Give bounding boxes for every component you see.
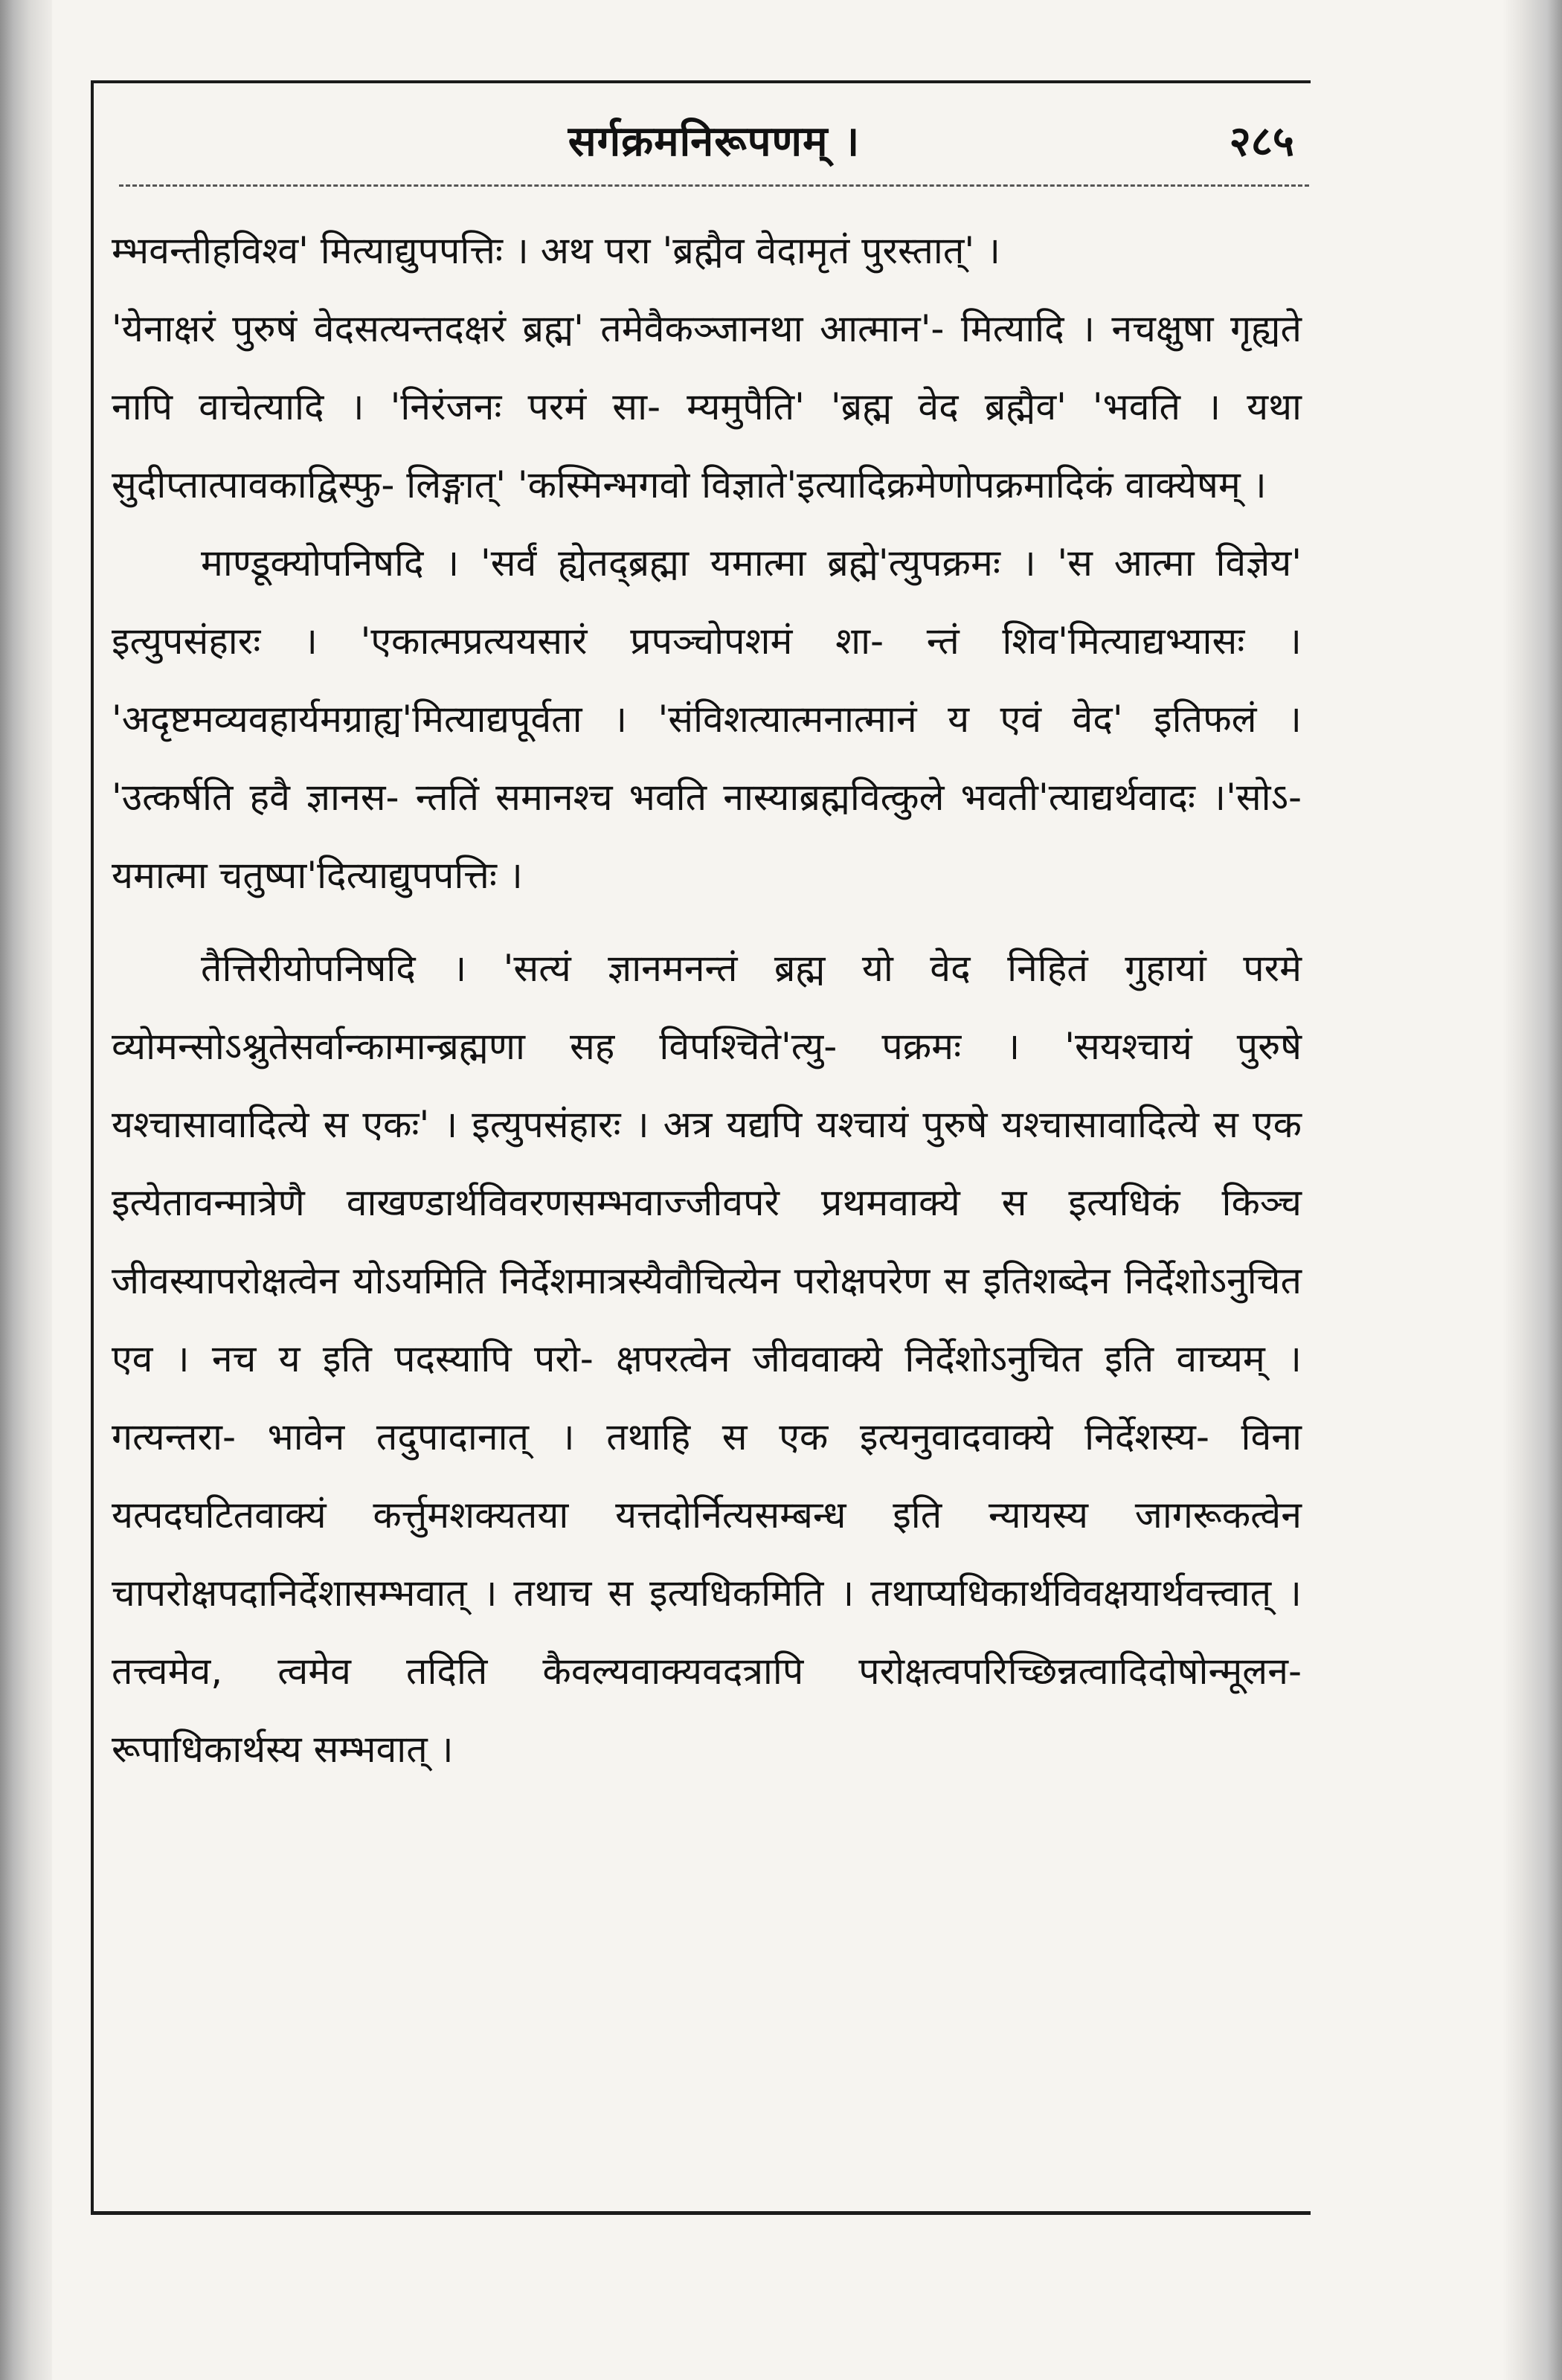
body-text [112,212,1302,1789]
binding-shadow-left [0,0,52,2380]
binding-shadow-right [1502,0,1562,2380]
page-header [112,104,1317,171]
paragraph: तैत्तिरीयोपनिषदि । 'सत्यं ज्ञानमनन्तं ब्रह्म यो वेद निहितं गुहायां परमे व्योमन्सोऽश्नुतेसर्वान्कामान्ब्रह्मणा सह विपश्चिते'त्यु- पक्रमः । 'सयश्चायं पुरुषे यश्चासावादित्ये स एकः' । इत्युपसंहारः । अत्र यद्यपि यश्चायं पुरुषे यश्चासावादित्ये स एक इत्येतावन्मात्रेणै वाखण्डार्थविवरणसम्भवाज्जीवपरे प्रथमवाक्ये स इत्यधिकं किञ्च जीवस्यापरोक्षत्वेन योऽयमिति निर्देशमात्रस्यैवौचित्येन परोक्षपरेण स इतिशब्देन निर्देशोऽनुचित एव । नच य इति पदस्यापि परो- क्षपरत्वेन जीववाक्ये निर्देशोऽनुचित इति वाच्यम् । गत्यन्तरा- भावेन तदुपादानात् । तथाहि स एक इत्यनुवादवाक्ये निर्देशस्य- विना यत्पदघटितवाक्यं कर्त्तुमशक्यतया यत्तदोर्नित्यसम्बन्ध इति न्यायस्य जागरूकत्वेन चापरोक्षपदानिर्देशासम्भवात् । तथाच स इत्यधिकमिति । तथाप्यधिकार्थविवक्षयार्थवत्त्वात् । तत्त्वमेव, त्वमेव तदिति कैवल्यवाक्यवदत्रापि परोक्षत्वपरिच्छिन्नत्वादिदोषोन्मूलन- रूपाधिकार्थस्य सम्भवात् । [112,947,1302,1771]
paragraph: माण्डूक्योपनिषदि । 'सर्वं ह्येतद्ब्रह्मा यमात्मा ब्रह्मे'त्युपक्रमः । 'स आत्मा विज्ञेय' इत्युपसंहारः । 'एकात्मप्रत्ययसारं प्रपञ्चोपशमं शा- न्तं शिव'मित्याद्यभ्यासः । 'अदृष्टमव्यवहार्यमग्राह्य'मित्याद्यपूर्वता । 'संविशत्यात्मनात्मानं य एवं वेद' इतिफलं । 'उत्कर्षति हवै ज्ञानस- न्ततिं समानश्च भवति नास्याब्रह्मवित्कुले भवती'त्याद्यर्थवादः ।'सोऽ- यमात्मा चतुष्पा'दित्याद्युपपत्तिः । [112,541,1302,897]
page-number: २८५ [1229,118,1294,166]
paragraph: 'येनाक्षरं पुरुषं वेदसत्यन्तदक्षरं ब्रह्म' तमेवैकञ्जानथा आत्मान'- मित्यादि । नचक्षुषा गृह्यते नापि वाचेत्यादि । 'निरंजनः परमं सा- म्यमुपैति' 'ब्रह्म वेद ब्रह्मैव' 'भवति । यथा सुदीप्तात्पावकाद्विस्फु- लिङ्गात्' 'कस्मिन्भगवो विज्ञाते'इत्यादिक्रमेणोपक्रमादिकं वाक्येषम् । [112,307,1302,506]
running-title: सर्गक्रमनिरूपणम् । [568,118,861,166]
header-divider [119,184,1309,187]
paragraph: म्भवन्तीहविश्व' मित्याद्युपपत्तिः । अथ परा 'ब्रह्मैव वेदामृतं पुरस्तात्' । [112,229,1000,272]
